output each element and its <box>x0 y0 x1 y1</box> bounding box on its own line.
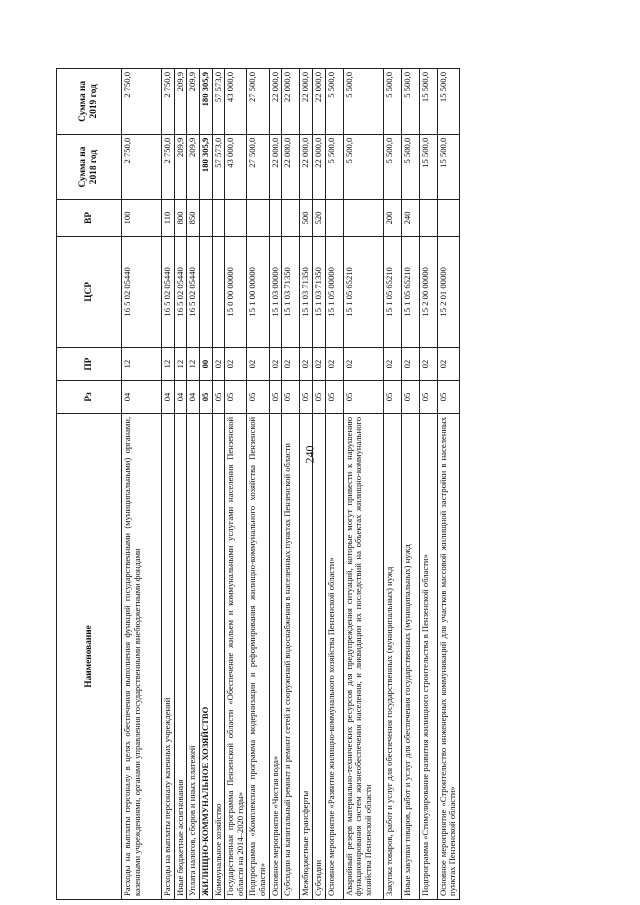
table-row <box>199 69 212 900</box>
cell-rz: 04 <box>174 381 187 414</box>
cell-csr: 15 1 05 00000 <box>325 236 343 348</box>
table-row <box>282 69 300 900</box>
cell-rz: 05 <box>199 381 212 414</box>
cell-pr: 00 <box>199 348 212 381</box>
table-row <box>269 69 282 900</box>
cell-name: Основное мероприятие «Развитие жилищно-коммунального хозяйства Пензенской области» <box>325 413 343 899</box>
cell-sum-2018: 209,9 <box>187 134 200 200</box>
cell-name: Закупка товаров, работ и услуг для обеспечения государственных (муниципальных) нужд <box>383 413 401 899</box>
cell-csr: 15 1 03 71350 <box>312 236 325 348</box>
cell-name: Аварийный резерв материально-технических ресурсов для предупреждения ситуаций, которые могут привести к нарушению функционирования систем жизнеобеспечения населения, и ликвидации их последствий на объектах жилищно-коммунального хозяйства Пензенской области <box>343 413 383 899</box>
cell-vr: 800 <box>174 200 187 236</box>
cell-sum-2018: 15 500,0 <box>419 134 437 200</box>
cell-pr: 02 <box>419 348 437 381</box>
table-row <box>212 69 225 900</box>
table-row <box>174 69 187 900</box>
cell-vr <box>225 200 247 236</box>
cell-pr: 12 <box>187 348 200 381</box>
header-rz: Рз <box>57 381 122 414</box>
cell-name: Расходы на выплаты персоналу казенных учреждений <box>162 413 175 899</box>
cell-sum-2019: 5 500,0 <box>325 69 343 135</box>
cell-pr: 02 <box>325 348 343 381</box>
header-sum-2019: Сумма на 2019 год <box>57 69 122 135</box>
cell-rz: 05 <box>300 381 313 414</box>
cell-csr: 15 1 05 65210 <box>383 236 401 348</box>
table-row <box>300 69 313 900</box>
cell-vr <box>343 200 383 236</box>
cell-pr: 02 <box>312 348 325 381</box>
cell-name: Субсидии на капитальный ремонт и ремонт сетей и сооружений водоснабжения в населенных пунктах Пензенской области <box>282 413 300 899</box>
cell-pr: 02 <box>343 348 383 381</box>
cell-vr: 110 <box>162 200 175 236</box>
cell-sum-2019: 15 500,0 <box>437 69 459 135</box>
cell-pr: 02 <box>300 348 313 381</box>
cell-sum-2018: 22 000,0 <box>269 134 282 200</box>
table-row <box>162 69 175 900</box>
cell-sum-2018: 5 500,0 <box>383 134 401 200</box>
cell-name: Субсидии <box>312 413 325 899</box>
cell-sum-2018: 27 500,0 <box>247 134 269 200</box>
cell-sum-2019: 27 500,0 <box>247 69 269 135</box>
cell-pr: 12 <box>122 348 162 381</box>
table-row <box>343 69 383 900</box>
cell-pr: 12 <box>174 348 187 381</box>
cell-sum-2018: 22 000,0 <box>300 134 313 200</box>
cell-sum-2019: 209,9 <box>187 69 200 135</box>
cell-sum-2019: 5 500,0 <box>343 69 383 135</box>
cell-sum-2018: 2 750,0 <box>162 134 175 200</box>
table-row <box>312 69 325 900</box>
cell-csr: 15 2 00 00000 <box>419 236 437 348</box>
cell-sum-2018: 5 500,0 <box>401 134 419 200</box>
cell-csr: 16 5 02 05440 <box>187 236 200 348</box>
cell-sum-2019: 5 500,0 <box>383 69 401 135</box>
cell-vr <box>325 200 343 236</box>
cell-name: Иные бюджетные ассигнования <box>174 413 187 899</box>
cell-csr: 15 1 05 65210 <box>343 236 383 348</box>
cell-csr: 15 1 03 71350 <box>282 236 300 348</box>
table-row <box>419 69 437 900</box>
table-header-row <box>57 69 122 900</box>
cell-csr: 15 0 00 00000 <box>225 236 247 348</box>
cell-name: Подпрограмма «Комплексная программа модернизации и реформирования жилищно-коммунального хозяйства Пензенской области» <box>247 413 269 899</box>
cell-vr: 200 <box>383 200 401 236</box>
cell-sum-2019: 22 000,0 <box>300 69 313 135</box>
cell-rz: 05 <box>282 381 300 414</box>
cell-sum-2019: 5 500,0 <box>401 69 419 135</box>
cell-rz: 04 <box>162 381 175 414</box>
table-row <box>401 69 419 900</box>
cell-sum-2019: 57 573,0 <box>212 69 225 135</box>
cell-rz: 05 <box>401 381 419 414</box>
cell-sum-2018: 2 750,0 <box>122 134 162 200</box>
cell-pr: 02 <box>282 348 300 381</box>
cell-pr: 12 <box>162 348 175 381</box>
cell-vr <box>247 200 269 236</box>
table-row <box>225 69 247 900</box>
header-csr: ЦСР <box>57 236 122 348</box>
cell-sum-2019: 22 000,0 <box>312 69 325 135</box>
cell-name: Государственная программа Пензенской области «Обеспечение жильем и коммунальными услугами населения Пензенской области на 2014–2020 годы» <box>225 413 247 899</box>
cell-sum-2018: 22 000,0 <box>282 134 300 200</box>
cell-rz: 05 <box>269 381 282 414</box>
cell-vr <box>437 200 459 236</box>
cell-pr: 02 <box>269 348 282 381</box>
cell-csr: 15 1 05 65210 <box>401 236 419 348</box>
cell-sum-2019: 22 000,0 <box>282 69 300 135</box>
cell-vr: 850 <box>187 200 200 236</box>
table-row <box>383 69 401 900</box>
cell-name: Уплата налогов, сборов и иных платежей <box>187 413 200 899</box>
cell-name: Иные закупки товаров, работ и услуг для обеспечения государственных (муниципальных) нужд <box>401 413 419 899</box>
cell-name: Основное мероприятие «Строительство инженерных коммуникаций для участков массовой жилищной застройки в населенных пунктах Пензенской области» <box>437 413 459 899</box>
cell-vr: 500 <box>300 200 313 236</box>
cell-sum-2019: 15 500,0 <box>419 69 437 135</box>
cell-pr: 02 <box>212 348 225 381</box>
table-body <box>122 69 460 900</box>
cell-name: Подпрограмма «Стимулирование развития жилищного строительства в Пензенской области» <box>419 413 437 899</box>
cell-csr: 16 5 02 05440 <box>174 236 187 348</box>
cell-rz: 05 <box>212 381 225 414</box>
page-number: 240 <box>302 445 317 464</box>
cell-sum-2018: 57 573,0 <box>212 134 225 200</box>
table-row <box>437 69 459 900</box>
cell-vr <box>419 200 437 236</box>
cell-vr <box>282 200 300 236</box>
header-sum-2018: Сумма на 2018 год <box>57 134 122 200</box>
cell-pr: 02 <box>247 348 269 381</box>
cell-rz: 05 <box>437 381 459 414</box>
cell-rz: 05 <box>312 381 325 414</box>
budget-table <box>56 68 460 900</box>
cell-pr: 02 <box>383 348 401 381</box>
cell-rz: 05 <box>383 381 401 414</box>
cell-csr: 15 1 03 00000 <box>269 236 282 348</box>
cell-pr: 02 <box>401 348 419 381</box>
cell-csr <box>199 236 212 348</box>
cell-pr: 02 <box>437 348 459 381</box>
cell-sum-2018: 5 500,0 <box>343 134 383 200</box>
cell-sum-2018: 15 500,0 <box>437 134 459 200</box>
cell-sum-2019: 180 305,9 <box>199 69 212 135</box>
cell-sum-2018: 180 305,9 <box>199 134 212 200</box>
cell-vr: 240 <box>401 200 419 236</box>
cell-sum-2018: 209,9 <box>174 134 187 200</box>
cell-rz: 05 <box>419 381 437 414</box>
cell-csr: 16 5 02 05440 <box>122 236 162 348</box>
cell-vr <box>199 200 212 236</box>
cell-rz: 05 <box>247 381 269 414</box>
cell-vr: 520 <box>312 200 325 236</box>
table-row <box>325 69 343 900</box>
cell-rz: 05 <box>225 381 247 414</box>
cell-vr <box>212 200 225 236</box>
cell-sum-2019: 43 000,0 <box>225 69 247 135</box>
rotated-table-container <box>56 68 586 900</box>
cell-name: Межбюджетные трансферты <box>300 413 313 899</box>
cell-name: Основное мероприятие «Чистая вода» <box>269 413 282 899</box>
cell-sum-2018: 43 000,0 <box>225 134 247 200</box>
cell-name: Расходы на выплаты персоналу в целях обеспечения выполнения функций государственными (муниципальными) органами, казенными учреждениями, органами управления государственными внебюджетными фондами <box>122 413 162 899</box>
cell-vr <box>269 200 282 236</box>
cell-rz: 05 <box>325 381 343 414</box>
cell-csr: 15 1 00 00000 <box>247 236 269 348</box>
cell-rz: 04 <box>187 381 200 414</box>
cell-pr: 02 <box>225 348 247 381</box>
cell-sum-2019: 209,9 <box>174 69 187 135</box>
cell-sum-2018: 5 500,0 <box>325 134 343 200</box>
table-row <box>247 69 269 900</box>
cell-sum-2019: 2 750,0 <box>122 69 162 135</box>
table-row <box>187 69 200 900</box>
cell-csr: 15 1 03 71350 <box>300 236 313 348</box>
cell-name: ЖИЛИЩНО-КОММУНАЛЬНОЕ ХОЗЯЙСТВО <box>199 413 212 899</box>
cell-name: Коммунальное хозяйство <box>212 413 225 899</box>
cell-sum-2019: 22 000,0 <box>269 69 282 135</box>
table-row <box>122 69 162 900</box>
cell-sum-2019: 2 750,0 <box>162 69 175 135</box>
cell-vr: 100 <box>122 200 162 236</box>
cell-rz: 05 <box>343 381 383 414</box>
header-name: Наименование <box>57 413 122 899</box>
cell-sum-2018: 22 000,0 <box>312 134 325 200</box>
cell-csr: 15 2 01 00000 <box>437 236 459 348</box>
cell-csr <box>212 236 225 348</box>
header-vr: ВР <box>57 200 122 236</box>
cell-csr: 16 5 02 05440 <box>162 236 175 348</box>
header-pr: ПР <box>57 348 122 381</box>
rotated-page <box>56 68 586 900</box>
cell-rz: 04 <box>122 381 162 414</box>
